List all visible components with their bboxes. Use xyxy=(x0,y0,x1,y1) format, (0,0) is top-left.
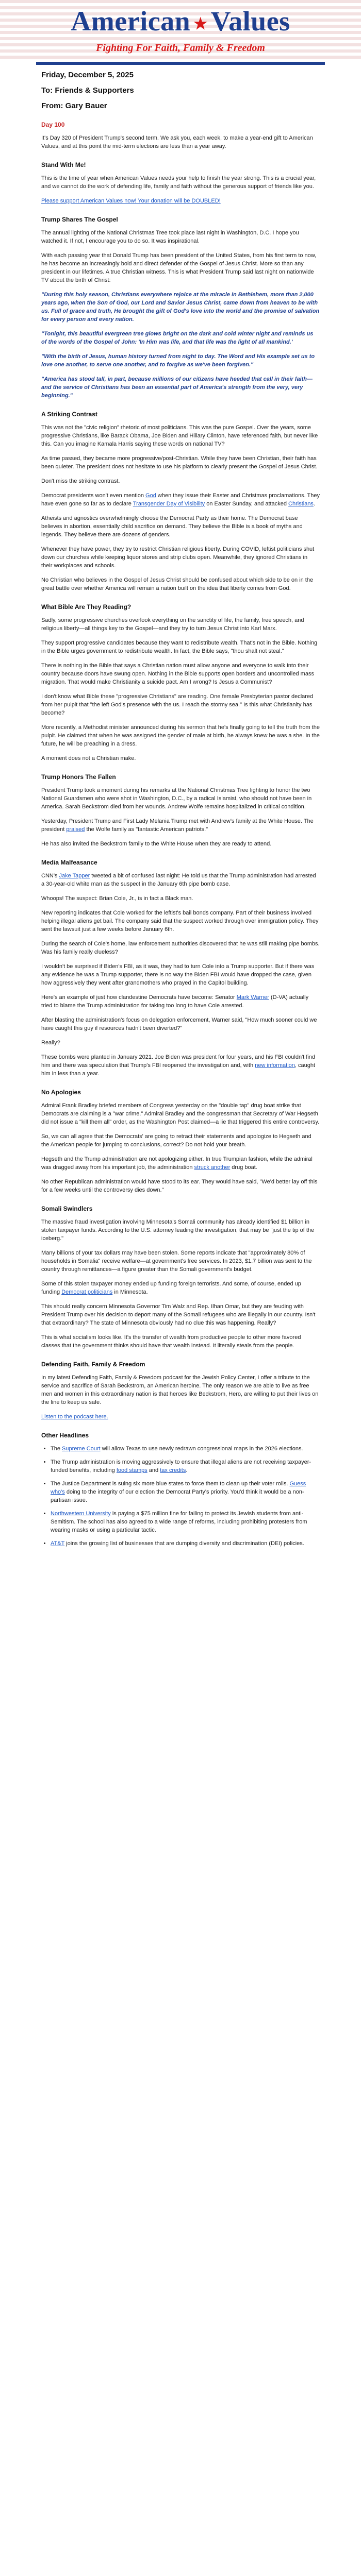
from-line: From: Gary Bauer xyxy=(41,101,107,110)
trump-quote-2: "Tonight, this beautiful evergreen tree glows bright on the dark and cold winter night and reminds us of the words of the Gospel of John: 'In Him was life, and that life was the light of all mankind.' xyxy=(41,331,314,345)
apologies-p1: Admiral Frank Bradley briefed members of Congress yesterday on the "double tap" drug boat strike that Democrats are claiming is a "war crime." Admiral Bradley and the congressman that Secretary of War Hegseth did not issue a "kill them all" order, as the Washington Post claimed—a lie that triggered this entire controversy. xyxy=(41,1103,320,1125)
honors-p2: Yesterday, President Trump and First Lady Melania Trump met with Andrew's family at the White House. The president praised the Wolfe family as "fantastic American patriots." xyxy=(41,818,314,833)
somali-p1: The massive fraud investigation involving Minnesota's Somali community has already identified $1 billion in stolen taxpayer funds. According to the U.S. attorney leading the investigation, that may be "just the tip of the iceberg." xyxy=(41,1219,315,1242)
media-p3: New reporting indicates that Cole worked for the leftist's bail bonds company. Part of their business involved helping illegal aliens get bail. The company said that the suspect worked through over immigration policy. They sent the lawsuit just a few weeks before January 6th. xyxy=(41,910,319,933)
democrat-politicians-link[interactable]: Democrat politicians xyxy=(61,1289,113,1295)
somali-p5: This is what socialism looks like. It's the transfer of wealth from productive people to other more favored classes that the government thinks should have that wealth instead. It literally steals from the people. xyxy=(41,1334,301,1349)
newsletter-body xyxy=(41,71,320,1554)
media-p6: Here's an example of just how clandestine Democrats have become: Senator Mark Warner (D-VA) actually tried to blame the Trump administration for taking too long to have Cole arrested. xyxy=(41,994,309,1009)
section-striking-contrast: A Striking Contrast xyxy=(41,411,97,418)
trump-shares-p1: The annual lighting of the National Christmas Tree took place last night in Washington, D.C. I hope you watched it. If not, I encourage you to do so. It was inspirational. xyxy=(41,230,299,244)
bible-p5: More recently, a Methodist minister announced during his sermon that he's finally going to tell the truth from the pulpit. He claimed that when he was assigned the gender of male at birth, he always knew he was a she. In the future, he will be preaching in a dress. xyxy=(41,724,320,747)
apologies-p4: No other Republican administration would have stood to its ear. They would have said, "We'd better lay off this for a few weeks until the controversy dies down." xyxy=(41,1179,318,1193)
struck-another-link[interactable]: struck another xyxy=(194,1164,231,1171)
jake-tapper-link[interactable]: Jake Tapper xyxy=(59,873,90,879)
guess-whos-link[interactable]: Guess who's xyxy=(51,1481,306,1495)
contrast-p3: Don't miss the striking contrast. xyxy=(41,478,120,484)
tax-credits-link[interactable]: tax credits xyxy=(160,1467,186,1473)
contrast-p2: As time passed, they became more progressive/post-Christian. While they have been Christian, their faith has been quieter. The president does not hesitate to use his platform to clearly present the Gospel of Jesus Christ. xyxy=(41,455,318,470)
apologies-p2: So, we can all agree that the Democrats' are going to retract their statements and apologize to Hegseth and the American people for jumping to conclusions, correct? Do not hold your breath. xyxy=(41,1133,311,1148)
list-item: • The Supreme Court will allow Texas to use newly redrawn congressional maps in the 2026 elections. xyxy=(51,1445,320,1453)
honors-p1: President Trump took a moment during his remarks at the National Christmas Tree lighting to honor the two National Guardsmen who were shot in Washington, D.C., by a radical Islamist, who should not have been in America. Sarah Beckstrom died from her wounds. Andrew Wolfe remains hospitalized in critical condition. xyxy=(41,787,312,810)
logo-american: American xyxy=(71,6,191,37)
section-defending: Defending Faith, Family & Freedom xyxy=(41,1361,145,1368)
contrast-p6: Whenever they have power, they try to restrict Christian religious liberty. During COVID, leftist politicians shut down our churches while keeping liquor stores and strip clubs open. Meanwhile, they ignored Christians in their workplaces and schools. xyxy=(41,546,315,569)
bible-p4: I don't know what Bible these "progressive Christians" are reading. One female Presbyterian pastor declared from her pulpit that "the left God's presence with the us. I reach the stormy sea." Is this what Christianity has become? xyxy=(41,693,314,716)
contrast-p4: Democrat presidents won't even mention God when they issue their Easter and Christmas proclamations. They have even gone so far as to declare Transgender Day of Visibility on Easter Sunday, and attacked Christians. xyxy=(41,493,320,507)
trump-quote-3: "With the birth of Jesus, human history turned from night to day. The Word and His example set us to love one another, to serve one another, and to forgive as we've been forgiven." xyxy=(41,353,315,368)
header-divider xyxy=(36,62,325,65)
section-stand-with-me: Stand With Me! xyxy=(41,161,86,168)
christians-link[interactable]: Christians xyxy=(288,501,314,507)
list-item: • The Justice Department is suing six more blue states to force them to clean up their voter rolls. Guess who's doing to the integrity of our election the Democrat Party's priority. You'd think it would be a non-partisan issue. xyxy=(51,1480,320,1504)
media-p7: After blasting the administration's focus on delegation enforcement, Warner said, "How much sooner could we have caught this guy if resources hadn't been diverted?" xyxy=(41,1017,317,1031)
somali-p4: This should really concern Minnesota Governor Tim Walz and Rep. Ilhan Omar, but they are feuding with President Trump over his decision to deport many of the Somali refugees who are illegally in our country. Isn't that extraordinary? The state of Minnesota obviously had no clue this was happening. Really? xyxy=(41,1303,316,1326)
trump-quote-1: "During this holy season, Christians everywhere rejoice at the miracle in Bethlehem, more than 2,000 years ago, when the Son of God, our Lord and Savior Jesus Christ, came down from heaven to be with us. Full of grace and truth, He brought the gift of God's love into the world and the promise of salvation for every person and every nation. xyxy=(41,292,320,323)
new-information-link[interactable]: new information xyxy=(255,1062,295,1069)
bible-p1: Sadly, some progressive churches overlook everything on the sanctity of life, the family, free speech, and religious liberty—all things key to the Gospel—and they try to turn Jesus Christ into Karl Marx. xyxy=(41,617,304,632)
tagline: Fighting For Faith, Family & Freedom xyxy=(96,42,265,54)
att-link[interactable]: AT&T xyxy=(51,1540,65,1547)
mark-warner-link[interactable]: Mark Warner xyxy=(236,994,269,1001)
podcast-link[interactable]: Listen to the podcast here. xyxy=(41,1414,108,1420)
media-p8: Really? xyxy=(41,1040,60,1046)
logo-values: Values xyxy=(210,6,290,37)
somali-p2: Many billions of your tax dollars may have been stolen. Some reports indicate that "approximately 80% of households in Somalia" receive welfare—at government's free services. In 2023, $1.7 billion was sent to the country through remittances—a figure greater than the Somali government's budget. xyxy=(41,1250,312,1273)
god-link[interactable]: God xyxy=(145,493,156,499)
transgender-day-link[interactable]: Transgender Day of Visibility xyxy=(133,501,205,507)
food-stamps-link[interactable]: food stamps xyxy=(116,1467,147,1473)
media-p9: These bombs were planted in January 2021. Joe Biden was president for four years, and his FBI couldn't find him and there was speculation that Trump's FBI reopened the investigation and, with new information, caught him in less than a year. xyxy=(41,1054,316,1077)
section-trump-honors: Trump Honors The Fallen xyxy=(41,773,116,781)
logo[interactable] xyxy=(0,5,361,37)
contrast-p1: This was not the "civic religion" rhetoric of most politicians. This was the pure Gospel. Over the years, some progressive Christians, like Barack Obama, Joe Biden and Hillary Clinton, have referenced faith, but never like this. Can you imagine Kamala Harris saying these words on national TV? xyxy=(41,425,318,447)
trump-shares-p2: With each passing year that Donald Trump has been president of the United States, from his first term to now, he has become an increasingly bold and direct defender of the Gospel of Jesus Christ. More so than any president in our lifetimes. A true Christian witness. This is what President Trump said last night on nationwide TV about the birth of Christ: xyxy=(41,252,317,283)
media-p2: Whoops! The suspect: Brian Cole, Jr., is in fact a Black man. xyxy=(41,895,193,902)
support-link[interactable]: Please support American Values now! Your donation will be DOUBLED! xyxy=(41,198,221,204)
day-counter: Day 100 xyxy=(41,121,65,128)
apologies-p3: Hegseth and the Trump administration are not apologizing either. In true Trumpian fashion, while the admiral was dragged away from his important job, the administration struck another drug boat. xyxy=(41,1156,313,1171)
section-bible: What Bible Are They Reading? xyxy=(41,603,132,611)
date-line: Friday, December 5, 2025 xyxy=(41,71,134,79)
media-p1: CNN's Jake Tapper tweeted a bit of confused last night: He told us that the Trump administration had arrested a 30-year-old white man as the suspect in the January 6th pipe bomb case. xyxy=(41,873,316,887)
list-item: • The Trump administration is moving aggressively to ensure that illegal aliens are not receiving taxpayer-funded benefits, including food stamps and tax credits. xyxy=(51,1458,320,1475)
media-p5: I wouldn't be surprised if Biden's FBI, as it was, they had to turn Cole into a Trump supporter. But if there was any evidence he was a Trump supporter, there is no way the Biden FBI would have dropped the case, given how aggressively they went after grandmothers who prayed in the Capitol building. xyxy=(41,963,315,986)
star-icon: ★ xyxy=(193,15,208,33)
section-media: Media Malfeasance xyxy=(41,859,97,866)
trump-quote-4: "America has stood tall, in part, because millions of our citizens have heeded that call in their faith—and the service of Christians has been an essential part of America's strength from the very, very beginning." xyxy=(41,376,313,399)
section-somali: Somali Swindlers xyxy=(41,1205,93,1212)
list-item: • AT&T joins the growing list of businesses that are dumping diversity and discrimination (DEI) policies. xyxy=(51,1539,320,1548)
northwestern-link[interactable]: Northwestern University xyxy=(51,1511,111,1517)
bible-p6: A moment does not a Christian make. xyxy=(41,755,136,761)
section-no-apologies: No Apologies xyxy=(41,1089,81,1096)
media-p4: During the search of Cole's home, law enforcement authorities discovered that he was still making pipe bombs. Was his family really clueless? xyxy=(41,941,320,955)
stand-paragraph: This is the time of year when American Values needs your help to finish the year strong. This is a crucial year, and we cannot do the work of defending life, family and faith without the generous support of friends like you. xyxy=(41,175,316,190)
contrast-p5: Atheists and agnostics overwhelmingly choose the Democrat Party as their home. The Democrat base believes in abortion, essentially child sacrifice on demand. They believe the Bible is a book of myths and legends. They believe there are dozens of genders. xyxy=(41,515,303,538)
praised-link[interactable]: praised xyxy=(66,826,85,833)
intro-paragraph: It's Day 320 of President Trump's second term. We ask you, each week, to make a year-end gift to American Values, and at this point the mid-term elections are less than a year away. xyxy=(41,135,313,149)
defending-p1: In my latest Defending Faith, Family & Freedom podcast for the Jewish Policy Center, I offer a tribute to the service and sacrifice of Sarah Beckstrom, an American heroine. The only reason we are able to live as free men and women in this extraordinary nation is that heroes like Beckstrom, Hero, are willing to put their lives on the line to keep us safe. xyxy=(41,1375,319,1405)
contrast-p7: No Christian who believes in the Gospel of Jesus Christ should be confused about which side to be on in the great battle over whether America will remain a nation built on the idea that liberty comes from God. xyxy=(41,577,314,591)
section-trump-shares: Trump Shares The Gospel xyxy=(41,216,118,223)
bible-p2: They support progressive candidates because they want to redistribute wealth. That's not in the Bible. Nothing in the Bible urges government to redistribute wealth. In fact, the Bible says, "thou shalt not steal." xyxy=(41,640,318,654)
somali-p3: Some of this stolen taxpayer money ended up funding foreign terrorists. And some, of course, ended up funding Democrat politicians in Minnesota. xyxy=(41,1281,301,1295)
to-line: To: Friends & Supporters xyxy=(41,86,134,95)
bible-p3: There is nothing in the Bible that says a Christian nation must allow anyone and everyone to walk into their country because doors have swung open. Nothing in the Bible supports open borders and uncontrolled mass migration. That would make Christianity a suicide pact. Am I wrong? Is Jesus a Communist? xyxy=(41,663,314,685)
masthead xyxy=(0,0,361,62)
headline-list xyxy=(41,1445,320,1548)
supreme-court-link[interactable]: Supreme Court xyxy=(62,1446,101,1452)
section-other-headlines: Other Headlines xyxy=(41,1432,89,1439)
list-item: • Northwestern University is paying a $75 million fine for failing to protect its Jewish students from anti-Semitism. The school has also agreed to a wide range of reforms, including prohibiting protesters from wearing masks or using a particular tactic. xyxy=(51,1510,320,1534)
honors-p3: He has also invited the Beckstrom family to the White House when they are ready to attend. xyxy=(41,841,272,847)
